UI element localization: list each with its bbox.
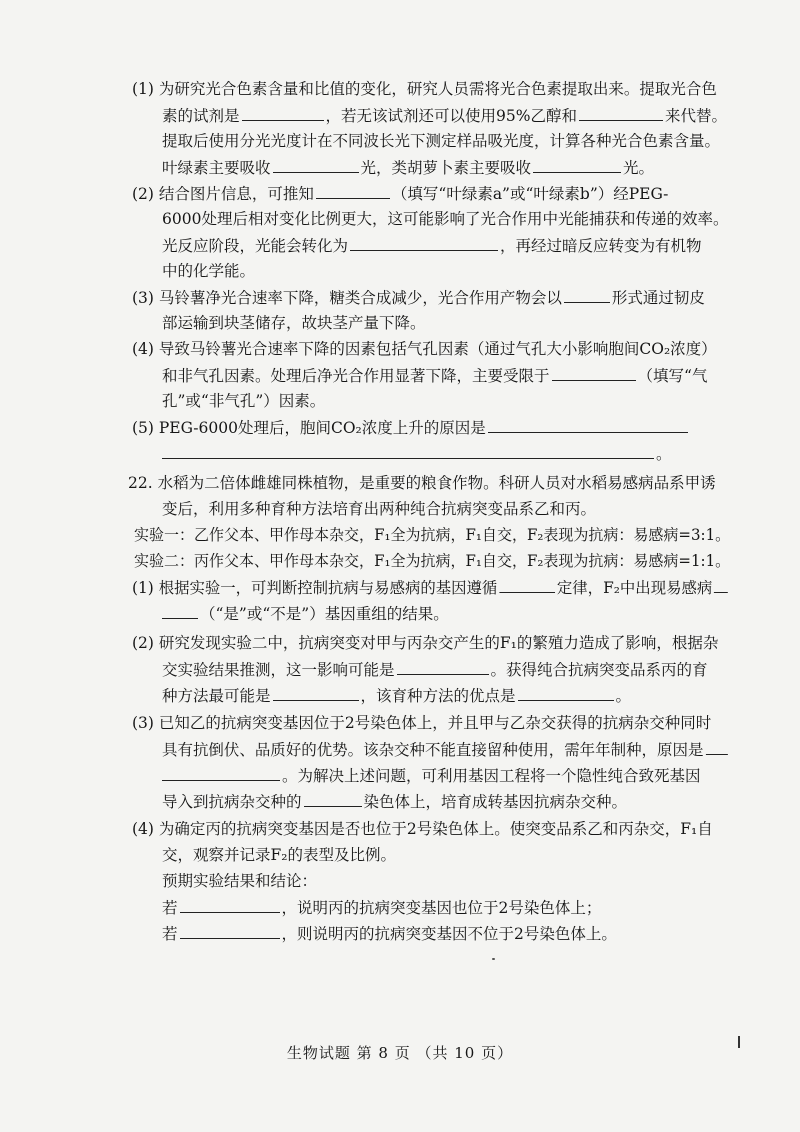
- text: 提取后使用分光光度计在不同波长光下测定样品吸光度，计算各种光合色素含量。: [162, 132, 721, 150]
- text: 导入到抗病杂交种的: [162, 793, 302, 811]
- text: ，说明丙的抗病突变基因也位于2号染色体上；: [281, 899, 602, 917]
- text: 种方法最可能是: [162, 687, 271, 705]
- answer-blank[interactable]: [705, 738, 727, 755]
- q21-part4-line3: [162, 390, 325, 412]
- answer-blank[interactable]: [579, 104, 663, 121]
- q21-part5-line2: [162, 442, 672, 465]
- text: 22. 水稻为二倍体雌雄同株植物，是重要的粮食作物。科研人员对水稻易感病品系甲诱: [128, 474, 716, 492]
- q21-part3-line2: [162, 312, 426, 334]
- q22-part4-line3: [162, 870, 317, 892]
- answer-blank[interactable]: [350, 234, 498, 251]
- text: (3) 马铃薯净光合速率下降，糖类合成减少，光合作用产物会以: [132, 289, 562, 307]
- answer-blank[interactable]: [162, 442, 654, 459]
- q22-part1-line1: [132, 576, 730, 599]
- text: 若: [162, 925, 178, 943]
- page-footer: 生物试题 第 8 页 （共 10 页）: [286, 1044, 514, 1062]
- answer-blank[interactable]: [316, 182, 390, 199]
- text: (2) 研究发现实验二中，抗病突变对甲与丙杂交产生的F₁的繁殖力造成了影响，根据杂: [132, 634, 719, 652]
- q21-part2-line2: [162, 208, 728, 230]
- q21-part1-line4: [162, 156, 654, 179]
- q22-part2-line3: [162, 684, 631, 707]
- q22-part2-line2: [162, 658, 708, 681]
- q21-part2-line4: [162, 260, 255, 282]
- q22-part3-line4: [162, 790, 627, 813]
- text: 若: [162, 899, 178, 917]
- q21-part4-line2: [162, 364, 707, 387]
- text: （填写“气: [637, 367, 708, 385]
- answer-blank[interactable]: [533, 156, 621, 173]
- text: 。获得纯合抗病突变品系丙的育: [490, 661, 708, 679]
- text: ，该育种方法的优点是: [360, 687, 516, 705]
- q21-part5-line1: [132, 416, 690, 439]
- answer-blank[interactable]: [499, 576, 555, 593]
- scan-mark: [738, 1036, 740, 1048]
- text: (5) PEG-6000处理后，胞间CO₂浓度上升的原因是: [132, 419, 486, 437]
- text: 交实验结果推测，这一影响可能是: [162, 661, 395, 679]
- q22-experiment-1: [134, 524, 730, 546]
- q21-part1-line1: [132, 78, 717, 100]
- q21-part1-line2: [162, 104, 727, 127]
- q22-result-1: [162, 896, 601, 919]
- answer-blank[interactable]: [488, 416, 688, 433]
- text: 光。: [623, 159, 655, 177]
- q22-intro-line2: [162, 498, 596, 520]
- text: 叶绿素主要吸收: [162, 159, 271, 177]
- text: （“是”或“不是”）基因重组的结果。: [200, 605, 449, 623]
- answer-blank[interactable]: [162, 602, 198, 619]
- text: 和非气孔因素。处理后净光合作用显著下降，主要受限于: [162, 367, 550, 385]
- text: (3) 已知乙的抗病突变基因位于2号染色体上，并且甲与乙杂交获得的抗病杂交种同时: [132, 714, 712, 732]
- text: 部运输到块茎储存，故块茎产量下降。: [162, 314, 426, 332]
- q21-part2-line1: [132, 182, 668, 205]
- text: 具有抗倒伏、品质好的优势。该杂交种不能直接留种使用，需年年制种，原因是: [162, 741, 704, 759]
- answer-blank[interactable]: [304, 790, 362, 807]
- q21-part3-line1: [132, 286, 705, 309]
- text: (1) 为研究光合色素含量和比值的变化，研究人员需将光合色素提取出来。提取光合色: [132, 80, 717, 98]
- text: 交，观察并记录F₂的表型及比例。: [162, 846, 396, 864]
- q21-part2-line3: [162, 234, 702, 257]
- text: 光，类胡萝卜素主要吸收: [360, 159, 532, 177]
- text: (2) 结合图片信息，可推知: [132, 185, 314, 203]
- q22-part3-line3: [162, 764, 701, 787]
- q22-result-2: [162, 922, 617, 945]
- answer-blank[interactable]: [273, 684, 359, 701]
- text: ，再经过暗反应转变为有机物: [500, 237, 702, 255]
- text: 素的试剂是: [162, 107, 240, 125]
- text: 变后，利用多种育种方法培育出两种纯合抗病突变品系乙和丙。: [162, 500, 597, 518]
- answer-blank[interactable]: [180, 896, 280, 913]
- q22-part3-line1: [132, 712, 711, 734]
- text: 来代替。: [664, 107, 727, 125]
- answer-blank[interactable]: [714, 576, 728, 593]
- text: 实验二：丙作父本、甲作母本杂交，F₁全为抗病，F₁自交，F₂表现为抗病：易感病=1:1。: [134, 552, 731, 570]
- answer-blank[interactable]: [397, 658, 489, 675]
- text: 中的化学能。: [162, 262, 256, 280]
- text: 定律，F₂中出现易感病: [556, 579, 713, 597]
- text: ，若无该试剂还可以使用95%乙醇和: [325, 107, 577, 125]
- text: (1) 根据实验一，可判断控制抗病与易感病的基因遵循: [132, 579, 498, 597]
- answer-blank[interactable]: [518, 684, 614, 701]
- text: 。: [656, 445, 672, 463]
- q21-part1-line3: [162, 130, 720, 152]
- text: 预期实验结果和结论：: [162, 872, 318, 890]
- q22-part3-line2: [162, 738, 729, 761]
- text: 形式通过韧皮: [611, 289, 705, 307]
- q22-part4-line2: [162, 844, 396, 866]
- q22-part4-line1: [132, 818, 713, 840]
- q22-part1-line2: [162, 602, 449, 625]
- answer-blank[interactable]: [564, 286, 610, 303]
- q21-part4-line1: [132, 338, 717, 360]
- text: 。为解决上述问题，可利用基因工程将一个隐性纯合致死基因: [282, 767, 701, 785]
- answer-blank[interactable]: [552, 364, 636, 381]
- answer-blank[interactable]: [273, 156, 359, 173]
- text: 光反应阶段，光能会转化为: [162, 237, 349, 255]
- text: 。: [615, 687, 632, 705]
- answer-blank[interactable]: [162, 764, 280, 781]
- text: ，则说明丙的抗病突变基因不位于2号染色体上。: [281, 925, 617, 943]
- text: (4) 导致马铃薯光合速率下降的因素包括气孔因素（通过气孔大小影响胞间CO₂浓度）: [132, 340, 717, 358]
- text: 染色体上，培育成转基因抗病杂交种。: [363, 793, 628, 811]
- text: 实验一：乙作父本、甲作母本杂交，F₁全为抗病，F₁自交，F₂表现为抗病：易感病=3:1。: [134, 526, 731, 544]
- text: (4) 为确定丙的抗病突变基因是否也位于2号染色体上。使突变品系乙和丙杂交，F₁自: [132, 820, 713, 838]
- text: 6000处理后相对变化比例更大，这可能影响了光合作用中光能捕获和传递的效率。: [162, 210, 729, 228]
- scan-speck: [492, 958, 495, 960]
- answer-blank[interactable]: [180, 922, 280, 939]
- answer-blank[interactable]: [242, 104, 324, 121]
- q22-experiment-2: [134, 550, 730, 572]
- q22-part2-line1: [132, 632, 718, 654]
- text: 孔”或“非气孔”）因素。: [162, 392, 326, 410]
- q22-intro-line1: [128, 472, 716, 494]
- text: （填写“叶绿素a”或“叶绿素b”）经PEG-: [391, 185, 669, 203]
